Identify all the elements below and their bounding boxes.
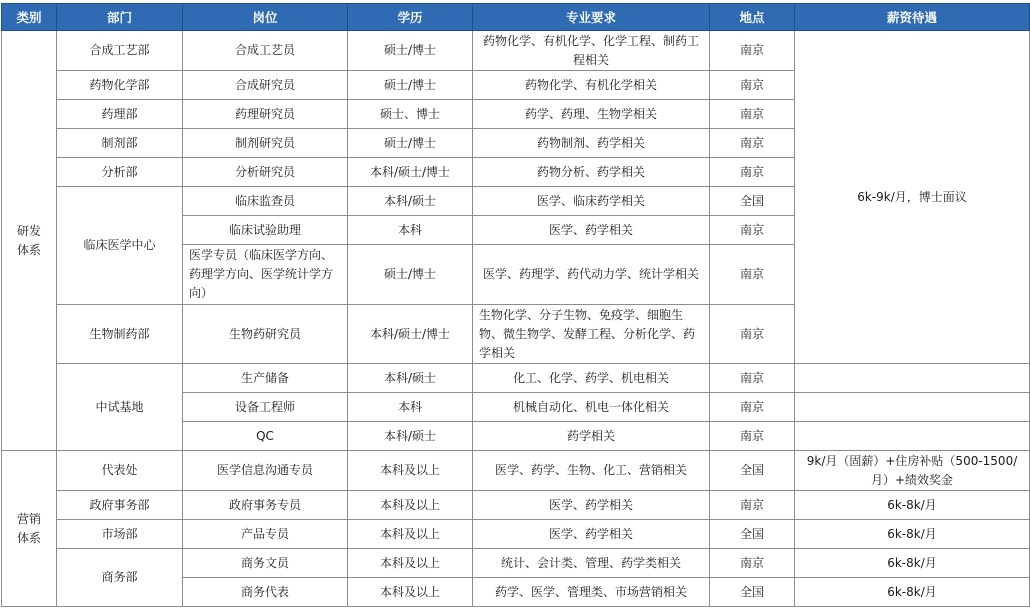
- category-marketing: [2, 451, 57, 607]
- major-cell: 药学相关: [473, 422, 710, 451]
- location-cell: 全国: [710, 520, 795, 549]
- education-cell: 本科及以上: [348, 491, 473, 520]
- major-cell: 药物化学、有机化学相关: [473, 71, 710, 100]
- location-cell: 南京: [710, 491, 795, 520]
- department-cell: 商务部: [57, 549, 183, 607]
- position-cell: 政府事务专员: [183, 491, 348, 520]
- department-cell: 中试基地: [57, 364, 183, 451]
- header-row: [2, 4, 1030, 31]
- header-position: 岗位: [183, 4, 348, 31]
- table-row: [2, 451, 1030, 491]
- education-cell: 本科/硕士: [348, 187, 473, 216]
- location-cell: 全国: [710, 578, 795, 607]
- education-cell: 本科及以上: [348, 578, 473, 607]
- table-row: [2, 491, 1030, 520]
- position-cell: QC: [183, 422, 348, 451]
- department-cell: 合成工艺部: [57, 31, 183, 71]
- position-cell: 商务文员: [183, 549, 348, 578]
- salary-cell: 6k-8k/月: [795, 578, 1030, 607]
- department-cell: 制剂部: [57, 129, 183, 158]
- education-cell: 硕士/博士: [348, 31, 473, 71]
- location-cell: 全国: [710, 451, 795, 491]
- position-cell: 商务代表: [183, 578, 348, 607]
- education-cell: 本科/硕士/博士: [348, 158, 473, 187]
- department-cell: 分析部: [57, 158, 183, 187]
- major-cell: 医学、药学、生物、化工、营销相关: [473, 451, 710, 491]
- location-cell: 南京: [710, 245, 795, 305]
- location-cell: 南京: [710, 31, 795, 71]
- location-cell: 南京: [710, 422, 795, 451]
- category-rd: [2, 31, 57, 451]
- major-cell: 机械自动化、机电一体化相关: [473, 393, 710, 422]
- category-marketing-label: 营销 体系: [16, 511, 41, 545]
- education-cell: 本科及以上: [348, 549, 473, 578]
- position-cell: 药理研究员: [183, 100, 348, 129]
- education-cell: 硕士、博士: [348, 100, 473, 129]
- position-cell: 医学信息沟通专员: [183, 451, 348, 491]
- position-cell: 制剂研究员: [183, 129, 348, 158]
- salary-cell: [795, 393, 1030, 422]
- department-cell: 生物制药部: [57, 305, 183, 364]
- education-cell: 本科及以上: [348, 451, 473, 491]
- position-cell: 临床监查员: [183, 187, 348, 216]
- table-row: [2, 549, 1030, 578]
- position-cell: 临床试验助理: [183, 216, 348, 245]
- major-cell: 药物分析、药学相关: [473, 158, 710, 187]
- salary-cell-rd: 6k-9k/月，博士面议: [795, 31, 1030, 364]
- department-cell: 药理部: [57, 100, 183, 129]
- header-education: 学历: [348, 4, 473, 31]
- education-cell: 本科/硕士: [348, 364, 473, 393]
- salary-cell: [795, 364, 1030, 393]
- header-salary: 薪资待遇: [795, 4, 1030, 31]
- recruitment-table: [1, 3, 1030, 607]
- location-cell: 南京: [710, 129, 795, 158]
- table-row: [2, 520, 1030, 549]
- header-major: 专业要求: [473, 4, 710, 31]
- major-cell: 药学、医学、管理类、市场营销相关: [473, 578, 710, 607]
- header-category: 类别: [2, 4, 57, 31]
- location-cell: 全国: [710, 187, 795, 216]
- department-cell: 代表处: [57, 451, 183, 491]
- location-cell: 南京: [710, 364, 795, 393]
- department-cell: 临床医学中心: [57, 187, 183, 305]
- location-cell: 南京: [710, 549, 795, 578]
- salary-cell: 9k/月（固薪）+住房补贴（500-1500/月）+绩效奖金: [795, 451, 1030, 491]
- major-cell: 药物化学、有机化学、化学工程、制药工程相关: [473, 31, 710, 71]
- major-cell: 药学、药理、生物学相关: [473, 100, 710, 129]
- department-cell: 药物化学部: [57, 71, 183, 100]
- department-cell: 政府事务部: [57, 491, 183, 520]
- major-cell: 统计、会计类、管理、药学类相关: [473, 549, 710, 578]
- major-cell: 生物化学、分子生物、免疫学、细胞生物、微生物学、发酵工程、分析化学、药学相关: [473, 305, 710, 364]
- location-cell: 南京: [710, 216, 795, 245]
- salary-cell: 6k-8k/月: [795, 549, 1030, 578]
- position-cell: 生产储备: [183, 364, 348, 393]
- salary-cell: 6k-8k/月: [795, 520, 1030, 549]
- header-location: 地点: [710, 4, 795, 31]
- education-cell: 本科: [348, 216, 473, 245]
- education-cell: 硕士/博士: [348, 71, 473, 100]
- location-cell: 南京: [710, 71, 795, 100]
- location-cell: 南京: [710, 305, 795, 364]
- major-cell: 医学、药理学、药代动力学、统计学相关: [473, 245, 710, 305]
- education-cell: 硕士/博士: [348, 129, 473, 158]
- major-cell: 医学、药学相关: [473, 491, 710, 520]
- category-rd-label: 研发 体系: [16, 223, 41, 257]
- education-cell: 硕士/博士: [348, 245, 473, 305]
- header-department: 部门: [57, 4, 183, 31]
- major-cell: 化工、化学、药学、机电相关: [473, 364, 710, 393]
- position-cell: 生物药研究员: [183, 305, 348, 364]
- location-cell: 南京: [710, 393, 795, 422]
- location-cell: 南京: [710, 100, 795, 129]
- department-cell: 市场部: [57, 520, 183, 549]
- salary-cell: 6k-8k/月: [795, 491, 1030, 520]
- location-cell: 南京: [710, 158, 795, 187]
- salary-cell: [795, 422, 1030, 451]
- table-row: [2, 364, 1030, 393]
- major-cell: 医学、药学相关: [473, 216, 710, 245]
- education-cell: 本科/硕士: [348, 422, 473, 451]
- position-cell: 分析研究员: [183, 158, 348, 187]
- position-cell: 合成工艺员: [183, 31, 348, 71]
- education-cell: 本科: [348, 393, 473, 422]
- position-cell: 设备工程师: [183, 393, 348, 422]
- position-cell: 合成研究员: [183, 71, 348, 100]
- major-cell: 医学、药学相关: [473, 520, 710, 549]
- position-cell: 产品专员: [183, 520, 348, 549]
- major-cell: 医学、临床药学相关: [473, 187, 710, 216]
- position-cell: 医学专员（临床医学方向、药理学方向、医学统计学方向）: [183, 245, 348, 305]
- major-cell: 药物制剂、药学相关: [473, 129, 710, 158]
- table-row: [2, 31, 1030, 71]
- education-cell: 本科及以上: [348, 520, 473, 549]
- education-cell: 本科/硕士/博士: [348, 305, 473, 364]
